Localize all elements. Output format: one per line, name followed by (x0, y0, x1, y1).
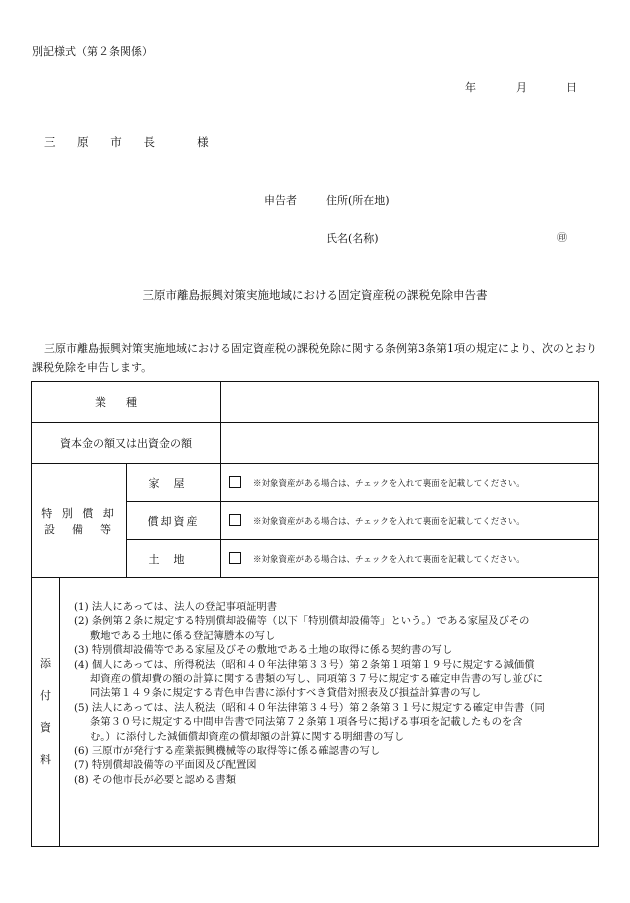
asset-check-cell-land (221, 540, 599, 578)
attachments-row (32, 578, 599, 847)
asset-check-cell-house (221, 464, 599, 502)
attachments-label-char-3: 資 (40, 721, 51, 734)
attachment-item: (5) 法人にあっては、法人税法（昭和４０年法律第３４号）第２条第３１号に規定する確定申告書（同 (74, 701, 545, 714)
date-month-label: 月 (516, 81, 527, 94)
name-label: 氏名(名称) (326, 232, 379, 245)
land-checkbox[interactable] (229, 552, 241, 564)
business-type-row (32, 382, 599, 423)
special-equipment-label (32, 464, 127, 578)
date-year-label: 年 (465, 81, 476, 94)
attachment-item: (7) 特別償却設備等の平面図及び配置図 (74, 759, 257, 772)
capital-row (32, 423, 599, 464)
attachments-list (60, 578, 599, 847)
special-equipment-label-line2: 設 備 等 (44, 522, 114, 536)
special-equipment-label-line1: 特 別 償 却 (41, 506, 117, 520)
attachments-label (32, 578, 60, 847)
attachment-item-continued: 条第３０号に規定する中間申告書で同法第７２条第１項各号に掲げる事項を記載したものを含 (90, 716, 523, 729)
attachment-item: (2) 条例第２条に規定する特別償却設備等（以下「特別償却設備等」という。）である家屋及びその (74, 615, 530, 628)
attachments-label-char-2: 付 (40, 689, 51, 702)
attachments-label-char-1: 添 (40, 657, 51, 670)
application-table (31, 381, 599, 847)
addressee: 三 原 市 長 様 (44, 135, 218, 149)
seal-mark: ㊞ (557, 233, 567, 244)
asset-row-house (32, 464, 599, 502)
attachment-item-continued: 却資産の償却費の額の計算に関する書類の写し、同項第３７号に規定する確定申告書の写し並びに (90, 673, 544, 686)
attachment-item: (8) その他市長が必要と認める書類 (74, 773, 237, 786)
attachment-item: (3) 特別償却設備等である家屋及びその敷地である土地の取得に係る契約書の写し (74, 644, 453, 657)
asset-check-cell-depreciable (221, 502, 599, 540)
asset-label-depreciable: 償却資産 (127, 502, 221, 540)
business-type-field[interactable] (221, 382, 599, 423)
asset-note-depreciable: ※対象資産がある場合は、チェックを入れて裏面を記載してください。 (253, 517, 525, 527)
applicant-label: 申告者 (264, 194, 297, 207)
attachment-item: (4) 個人にあっては、所得税法（昭和４０年法律第３３号）第２条第１項第１９号に規定する減価償 (74, 658, 535, 671)
asset-note-house: ※対象資産がある場合は、チェックを入れて裏面を記載してください。 (253, 479, 525, 489)
document-title: 三原市離島振興対策実施地域における固定資産税の課税免除申告書 (142, 288, 488, 302)
form-label: 別記様式（第２条関係） (32, 45, 153, 58)
attachment-item: (6) 三原市が発行する産業振興機械等の取得等に係る確認書の写し (74, 745, 381, 758)
date-day-label: 日 (566, 81, 577, 94)
attachment-item: (1) 法人にあっては、法人の登記事項証明書 (74, 601, 278, 613)
attachment-item-continued: 同法第１４９条に規定する青色申告書に添付すべき貸借対照表及び損益計算書の写し (90, 687, 482, 700)
attachment-item-continued: 敷地である土地に係る登記簿謄本の写し (90, 629, 276, 642)
asset-label-land: 土地 (127, 540, 221, 578)
attachment-item-continued: む。）に添付した減価償却資産の償却額の計算に関する明細書の写し (90, 730, 405, 743)
capital-label: 資本金の額又は出資金の額 (32, 423, 221, 464)
house-checkbox[interactable] (229, 476, 241, 488)
attachments-label-char-4: 料 (40, 753, 51, 766)
address-label: 住所(所在地) (326, 194, 390, 207)
business-type-label: 業種 (32, 382, 221, 423)
depreciable-assets-checkbox[interactable] (229, 514, 241, 526)
capital-field[interactable] (221, 423, 599, 464)
asset-note-land: ※対象資産がある場合は、チェックを入れて裏面を記載してください。 (253, 555, 525, 565)
asset-label-house: 家屋 (127, 464, 221, 502)
intro-paragraph: 三原市離島振興対策実施地域における固定資産税の課税免除に関する条例第3条第1項の規定により、次のとおり課税免除を申告します。 (32, 342, 597, 374)
